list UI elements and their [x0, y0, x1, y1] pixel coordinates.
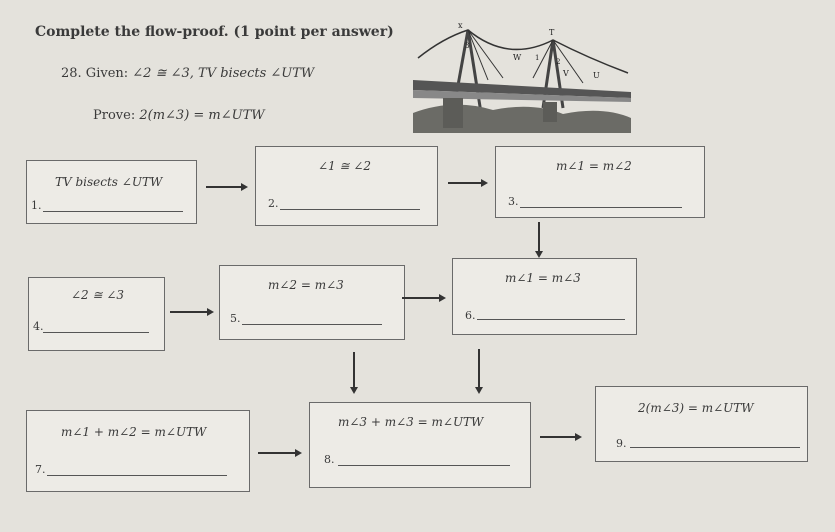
photo-label-w: W — [513, 53, 522, 62]
statement-8: m∠3 + m∠3 = m∠UTW — [338, 415, 484, 429]
proof-box-7 — [26, 410, 250, 492]
given-body: ∠2 ≅ ∠3, TV bisects ∠UTW — [132, 66, 315, 81]
number-9: 9. — [616, 437, 627, 450]
prove-prefix: Prove: — [93, 108, 136, 123]
photo-label-3: 3 — [465, 42, 470, 50]
statement-1: TV bisects ∠UTW — [55, 175, 163, 189]
statement-5: m∠2 = m∠3 — [268, 278, 344, 292]
arrow-5-6 — [402, 297, 444, 299]
reason-blank-5[interactable] — [242, 324, 382, 325]
given-prefix: 28. Given: — [61, 66, 129, 81]
number-7: 7. — [35, 463, 46, 476]
bridge-photo — [413, 18, 631, 133]
statement-3: m∠1 = m∠2 — [556, 159, 632, 173]
statement-6: m∠1 = m∠3 — [505, 271, 581, 285]
arrow-3-6 — [538, 222, 540, 256]
proof-box-9 — [595, 386, 808, 462]
proof-box-2 — [255, 146, 438, 226]
photo-label-x: x — [458, 21, 463, 30]
number-8: 8. — [324, 453, 335, 466]
statement-9: 2(m∠3) = m∠UTW — [638, 401, 754, 415]
proof-box-4 — [28, 277, 165, 351]
arrow-6-8 — [478, 349, 480, 392]
photo-label-t: T — [549, 28, 555, 37]
arrow-5-8 — [353, 352, 355, 392]
number-4: 4. — [33, 320, 44, 333]
reason-blank-4[interactable] — [43, 332, 149, 333]
statement-2: ∠1 ≅ ∠2 — [318, 159, 372, 173]
arrow-2-3 — [448, 182, 486, 184]
reason-blank-2[interactable] — [280, 209, 420, 210]
reason-blank-3[interactable] — [520, 207, 682, 208]
proof-box-5 — [219, 265, 405, 340]
prove-body: 2(m∠3) = m∠UTW — [139, 108, 265, 123]
statement-4: ∠2 ≅ ∠3 — [71, 288, 125, 302]
number-1: 1. — [31, 199, 42, 212]
photo-label-2: 2 — [556, 58, 561, 66]
number-6: 6. — [465, 309, 476, 322]
proof-box-6 — [452, 258, 637, 335]
proof-box-8 — [309, 402, 531, 488]
reason-blank-8[interactable] — [338, 465, 510, 466]
arrow-4-5 — [170, 311, 212, 313]
prove-line — [93, 108, 265, 123]
photo-label-v: V — [563, 69, 569, 78]
given-line — [61, 66, 314, 81]
reason-blank-1[interactable] — [43, 211, 183, 212]
proof-box-3 — [495, 146, 705, 218]
arrow-1-2 — [206, 186, 246, 188]
reason-blank-7[interactable] — [47, 475, 227, 476]
photo-label-u: U — [593, 71, 600, 80]
instructions-title: Complete the flow-proof. (1 point per answer) — [35, 24, 394, 40]
reason-blank-6[interactable] — [477, 319, 625, 320]
arrow-8-9 — [540, 436, 580, 438]
photo-label-1: 1 — [535, 54, 540, 62]
number-2: 2. — [268, 197, 279, 210]
reason-blank-9[interactable] — [630, 447, 800, 448]
number-5: 5. — [230, 312, 241, 325]
statement-7: m∠1 + m∠2 = m∠UTW — [61, 425, 207, 439]
number-3: 3. — [508, 195, 519, 208]
proof-box-1 — [26, 160, 197, 224]
arrow-7-8 — [258, 452, 300, 454]
